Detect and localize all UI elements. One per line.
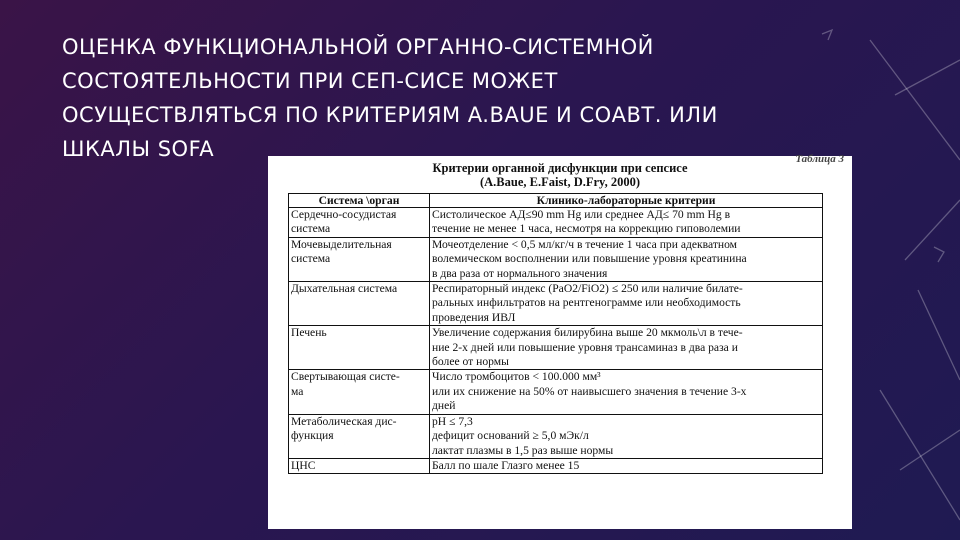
table-row xyxy=(289,370,823,414)
system-text: Дыхательная система xyxy=(291,282,398,296)
title-line: ШКАЛЫ SOFA xyxy=(62,137,215,161)
table-title-line: (A.Baue, E.Faist, D.Fry, 2000) xyxy=(479,175,641,189)
criteria-text: дней xyxy=(432,399,456,413)
title-line: ОСУЩЕСТВЛЯТЬСЯ ПО КРИТЕРИЯМ A.BAUE И СОАВТ. ИЛИ xyxy=(62,103,718,127)
table-row xyxy=(289,414,823,458)
system-cell xyxy=(289,208,430,238)
system-cell xyxy=(289,414,430,458)
table-row xyxy=(289,458,823,473)
column-header-system: Система \орган xyxy=(289,194,430,208)
table-number-label: Таблица 3 xyxy=(795,153,844,165)
criteria-text: Респираторный индекс (PaO2/FiO2) ≤ 250 или наличие билате- xyxy=(432,282,743,296)
criteria-text: ральных инфильтратов на рентгенограмме или необходимость xyxy=(432,296,741,310)
criteria-text: дефицит оснований ≥ 5,0 мЭк/л xyxy=(432,429,589,443)
system-text: система xyxy=(291,222,331,236)
table-row xyxy=(289,208,823,238)
title-line: ОЦЕНКА ФУНКЦИОНАЛЬНОЙ ОРГАННО-СИСТЕМНОЙ xyxy=(62,35,654,59)
criteria-cell xyxy=(430,237,823,281)
criteria-cell xyxy=(430,370,823,414)
system-cell xyxy=(289,237,430,281)
criteria-text: волемическом восполнении или повышение уровня креатинина xyxy=(432,252,747,266)
system-text: Печень xyxy=(291,326,327,340)
criteria-text: более от нормы xyxy=(432,355,509,369)
table-title-line: Критерии органной дисфункции при сепсисе xyxy=(432,161,688,175)
slide-title xyxy=(62,30,862,166)
table-header-row xyxy=(289,194,823,208)
criteria-cell xyxy=(430,326,823,370)
criteria-text: Балл по шале Глазго менее 15 xyxy=(432,458,580,472)
table-row xyxy=(289,326,823,370)
system-cell xyxy=(289,370,430,414)
table-row xyxy=(289,237,823,281)
system-text: Мочевыделительная xyxy=(291,237,392,251)
criteria-text: Число тромбоцитов < 100.000 мм³ xyxy=(432,370,601,384)
criteria-text: или их снижение на 50% от наивысшего значения в течение 3-х xyxy=(432,384,747,398)
criteria-text: в два раза от нормального значения xyxy=(432,266,608,280)
criteria-text: Систолическое АД≤90 mm Hg или среднее АД≤ 70 mm Hg в xyxy=(432,208,731,221)
criteria-text: проведения ИВЛ xyxy=(432,310,516,324)
system-cell xyxy=(289,458,430,473)
system-text: ма xyxy=(291,384,304,398)
system-text: Свертывающая систе- xyxy=(291,370,400,384)
system-text: Сердечно-сосудистая xyxy=(291,208,397,221)
criteria-cell xyxy=(430,208,823,238)
criteria-text: течение не менее 1 часа, несмотря на коррекцию гиповолемии xyxy=(432,222,741,236)
system-cell xyxy=(289,282,430,326)
criteria-text: Мочеотделение < 0,5 мл/кг/ч в течение 1 часа при адекватном xyxy=(432,237,737,251)
criteria-cell xyxy=(430,282,823,326)
table-row xyxy=(289,282,823,326)
scanned-table-image xyxy=(268,153,852,529)
system-text: система xyxy=(291,252,331,266)
table-title xyxy=(268,161,852,189)
system-cell xyxy=(289,326,430,370)
column-header-criteria: Клинико-лабораторные критерии xyxy=(430,194,823,208)
criteria-table xyxy=(288,193,823,474)
title-line: СОСТОЯТЕЛЬНОСТИ ПРИ СЕП-СИСЕ МОЖЕТ xyxy=(62,69,558,93)
criteria-text: ние 2-х дней или повышение уровня трансаминаз в два раза и xyxy=(432,340,738,354)
system-text: функция xyxy=(291,429,334,443)
criteria-cell xyxy=(430,414,823,458)
criteria-text: лактат плазмы в 1,5 раз выше нормы xyxy=(432,443,614,457)
criteria-text: pH ≤ 7,3 xyxy=(432,414,473,428)
system-text: ЦНС xyxy=(291,458,316,472)
criteria-text: Увеличение содержания билирубина выше 20 мкмоль\л в тече- xyxy=(432,326,743,340)
system-text: Метаболическая дис- xyxy=(291,414,397,428)
criteria-cell xyxy=(430,458,823,473)
